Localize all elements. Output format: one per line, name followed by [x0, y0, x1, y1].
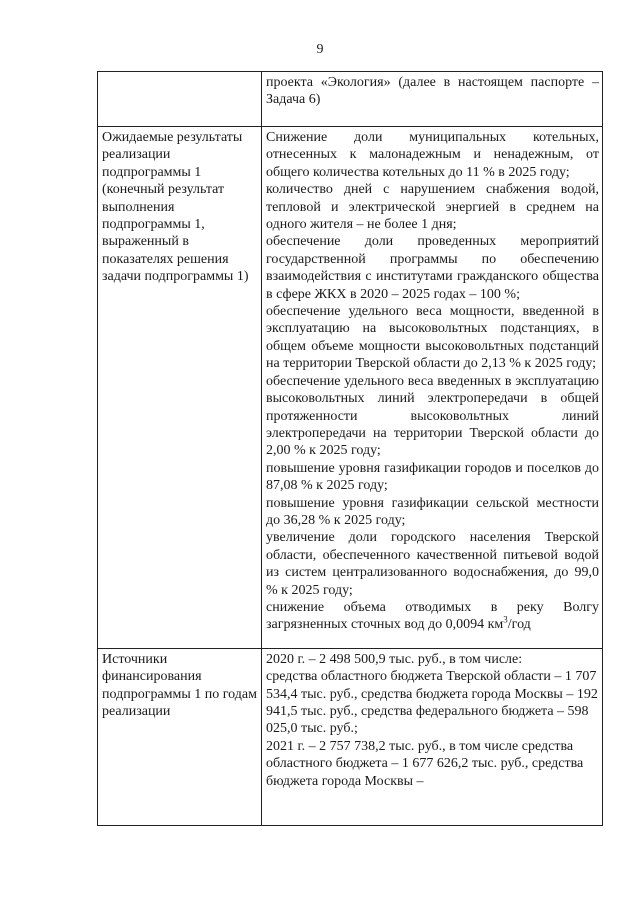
- expected-results-label: Ожидаемые результаты реализации подпрограммы 1 (конечный результат выполнения подпрограммы 1, выраженный в показателях решения задачи подпрограммы 1): [102, 130, 249, 285]
- cubic-superscript: 3: [503, 614, 508, 625]
- continuation-text: проекта «Экология» (далее в настоящем паспорте – Задача 6): [266, 75, 599, 108]
- result-item: обеспечение удельного веса введенных в эксплуатацию высоковольтных линий электропередачи в общей протяженности высоковольтных линий электропередачи на территории Тверской области до 2,00 % к 2025 году;: [266, 373, 599, 459]
- result-item: увеличение доли городского населения Тверской области, обеспеченного качественной питьевой водой из систем централизованного водоснабжения, до 99,0 % к 2025 году;: [266, 530, 599, 598]
- table-row-continuation: [98, 72, 603, 127]
- result-item-last: [266, 599, 599, 634]
- funding-line: 2021 г. – 2 757 738,2 тыс. руб., в том числе средства областного бюджета – 1 677 626,2 тыс. руб., средства бюджета города Москвы –: [266, 738, 584, 789]
- table-row-funding-sources: [98, 648, 603, 825]
- result-item-last-unit: /год: [507, 617, 531, 633]
- continuation-text-cell: [262, 72, 603, 127]
- expected-results-label-cell: [98, 127, 262, 649]
- table-row-expected-results: [98, 127, 603, 649]
- result-item: повышение уровня газификации сельской местности до 36,28 % к 2025 году;: [266, 495, 599, 528]
- funding-line: средства областного бюджета Тверской области – 1 707 534,4 тыс. руб., средства бюджета города Москвы – 192 941,5 тыс. руб., средства федерального бюджета – 598 025,0 тыс. руб.;: [266, 669, 598, 737]
- funding-content-cell: [262, 648, 603, 825]
- result-item: повышение уровня газификации городов и поселков до 87,08 % к 2025 году;: [266, 460, 599, 494]
- funding-line: 2020 г. – 2 498 500,9 тыс. руб., в том числе:: [266, 651, 523, 667]
- result-item: обеспечение удельного веса мощности, введенной в эксплуатацию на высоковольтных подстанциях, в общем объеме мощности высоковольтных подстанций на территории Тверской области до 2,13 % к 2025 году;: [266, 304, 599, 372]
- funding-label: Источники финансирования подпрограммы 1 по годам реализации: [102, 651, 257, 719]
- result-item: обеспечение доли проведенных мероприятий государственной программы по обеспечению взаимодействия с институтами гражданского общества в сфере ЖКХ в 2020 – 2025 годах – 100 %;: [266, 234, 599, 302]
- page-number: 9: [316, 42, 324, 57]
- result-item-last-text: снижение объема отводимых в реку Волгу загрязненных сточных вод до 0,0094 км: [266, 599, 599, 633]
- subprogram-passport-table: [97, 71, 603, 826]
- continuation-label-cell: [98, 72, 262, 127]
- result-item: количество дней с нарушением снабжения водой, тепловой и электрической энергией в среднем на одного жителя – не более 1 дня;: [266, 182, 599, 233]
- expected-results-content-cell: [262, 127, 603, 649]
- funding-label-cell: [98, 648, 262, 825]
- result-item: Снижение доли муниципальных котельных, отнесенных к малонадежным и ненадежным, от общего количества котельных до 11 % в 2025 году;: [266, 130, 599, 180]
